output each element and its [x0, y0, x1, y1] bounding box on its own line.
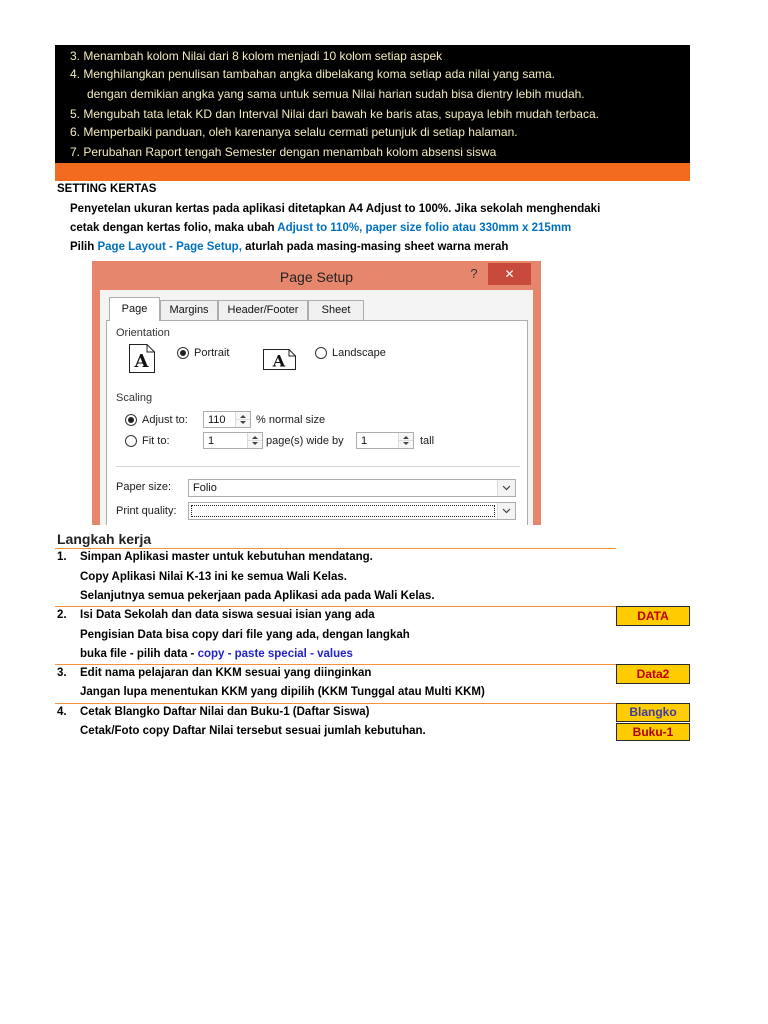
pages-tall-input[interactable]: [359, 433, 401, 448]
tab-header-footer[interactable]: Header/Footer: [218, 300, 308, 320]
paper-size-label: Paper size:: [116, 481, 172, 493]
step-highlight: copy - paste special - values: [197, 648, 353, 660]
fit-to-label[interactable]: Fit to:: [142, 435, 170, 447]
adjust-to-spinbox[interactable]: [203, 411, 251, 428]
spinner-arrows-icon[interactable]: [235, 412, 250, 427]
adjust-to-label[interactable]: Adjust to:: [142, 414, 188, 426]
paper-size-select[interactable]: [188, 479, 516, 497]
landscape-page-icon: [262, 348, 297, 371]
pages-wide-input[interactable]: [206, 433, 250, 448]
blangko-button[interactable]: Blangko: [616, 703, 690, 722]
step-number: 1.: [57, 551, 67, 563]
paper-setting-heading: SETTING KERTAS: [57, 183, 157, 195]
step-number: 4.: [57, 706, 67, 718]
print-quality-select[interactable]: [188, 502, 516, 520]
pages-tall-suffix: tall: [420, 435, 435, 447]
data2-button[interactable]: Data2: [616, 664, 690, 684]
orange-rule: [55, 548, 616, 549]
pages-wide-suffix: page(s) wide by: [266, 435, 344, 447]
spinner-arrows-icon[interactable]: [398, 433, 413, 448]
orientation-label: Orientation: [116, 327, 170, 339]
change-item: 7. Perubahan Raport tengah Semester dengan menambah kolom absensi siswa: [70, 145, 497, 159]
pages-wide-spinbox[interactable]: [203, 432, 263, 449]
paper-setting-text: cetak dengan kertas folio, maka ubah: [70, 222, 278, 234]
step-line: Cetak/Foto copy Daftar Nilai tersebut sesuai jumlah kebutuhan.: [80, 725, 426, 737]
work-steps-heading: Langkah kerja: [57, 531, 152, 547]
orange-divider-bar: [55, 163, 690, 181]
adjust-to-input[interactable]: [206, 412, 238, 427]
chevron-down-icon[interactable]: [497, 503, 515, 519]
step-line: Selanjutnya semua pekerjaan pada Aplikasi ada pada Wali Kelas.: [80, 590, 435, 602]
orange-rule: [55, 703, 616, 704]
focus-rectangle: [191, 505, 495, 517]
paper-setting-highlight: Page Layout - Page Setup,: [97, 241, 242, 253]
step-text: buka file - pilih data -: [80, 648, 198, 660]
svg-text:A: A: [134, 351, 149, 372]
change-item: 6. Memperbaiki panduan, oleh karenanya selalu cermati petunjuk di setiap halaman.: [70, 125, 518, 139]
landscape-label[interactable]: Landscape: [332, 347, 386, 359]
close-icon[interactable]: ✕: [488, 263, 531, 285]
step-line: Isi Data Sekolah dan data siswa sesuai isian yang ada: [80, 609, 375, 621]
step-line: Cetak Blangko Daftar Nilai dan Buku-1 (Daftar Siswa): [80, 706, 370, 718]
svg-text:A: A: [272, 351, 286, 371]
scaling-label: Scaling: [116, 392, 153, 404]
paper-setting-highlight: Adjust to 110%, paper size folio atau 330mm x 215mm: [277, 222, 572, 234]
paper-size-value: Folio: [193, 482, 217, 494]
change-item: 4. Menghilangkan penulisan tambahan angka dibelakang koma setiap ada nilai yang sama.: [70, 67, 555, 81]
spinner-arrows-icon[interactable]: [247, 433, 262, 448]
change-item: 3. Menambah kolom Nilai dari 8 kolom menjadi 10 kolom setiap aspek: [70, 49, 443, 63]
change-item: 5. Mengubah tata letak KD dan Interval Nilai dari bawah ke baris atas, supaya lebih mudah terbaca.: [70, 107, 599, 121]
step-line: Simpan Aplikasi master untuk kebutuhan mendatang.: [80, 551, 373, 563]
step-number: 2.: [57, 609, 67, 621]
paper-setting-text: aturlah pada masing-masing sheet warna merah: [241, 241, 509, 253]
adjust-to-suffix: % normal size: [256, 414, 326, 426]
section-separator: [116, 466, 520, 467]
change-item-continuation: dengan demikian angka yang sama untuk semua Nilai harian sudah bisa dientry lebih mudah.: [87, 87, 585, 101]
paper-setting-line: [70, 240, 508, 254]
tab-sheet[interactable]: Sheet: [308, 300, 364, 320]
help-icon[interactable]: ?: [470, 266, 478, 281]
chevron-down-icon[interactable]: [497, 480, 515, 496]
adjust-to-radio[interactable]: [125, 414, 137, 426]
step-line: Pengisian Data bisa copy dari file yang ada, dengan langkah: [80, 629, 410, 641]
portrait-page-icon: [128, 343, 156, 374]
page-setup-dialog: [92, 261, 541, 525]
orange-rule: [55, 606, 616, 607]
pages-tall-spinbox[interactable]: [356, 432, 414, 449]
buku-1-button[interactable]: Buku-1: [616, 723, 690, 741]
portrait-radio[interactable]: [177, 347, 189, 359]
step-number: 3.: [57, 667, 67, 679]
step-line: Edit nama pelajaran dan KKM sesuai yang diinginkan: [80, 667, 372, 679]
tab-margins[interactable]: Margins: [160, 300, 218, 320]
fit-to-radio[interactable]: [125, 435, 137, 447]
dialog-title: Page Setup: [279, 269, 354, 285]
step-line: [80, 647, 353, 661]
changes-box: [55, 45, 690, 163]
orange-rule: [55, 664, 616, 665]
step-line: Copy Aplikasi Nilai K-13 ini ke semua Wali Kelas.: [80, 571, 347, 583]
paper-setting-text: Pilih: [70, 241, 98, 253]
paper-setting-line: Penyetelan ukuran kertas pada aplikasi ditetapkan A4 Adjust to 100%. Jika sekolah menghendaki: [70, 203, 601, 215]
print-quality-label: Print quality:: [116, 505, 177, 517]
landscape-radio[interactable]: [315, 347, 327, 359]
step-line: Jangan lupa menentukan KKM yang dipilih (KKM Tunggal atau Multi KKM): [80, 686, 485, 698]
data-button[interactable]: DATA: [616, 606, 690, 626]
paper-setting-line: [70, 221, 571, 235]
portrait-label[interactable]: Portrait: [194, 347, 230, 359]
tab-page[interactable]: Page: [109, 297, 160, 321]
